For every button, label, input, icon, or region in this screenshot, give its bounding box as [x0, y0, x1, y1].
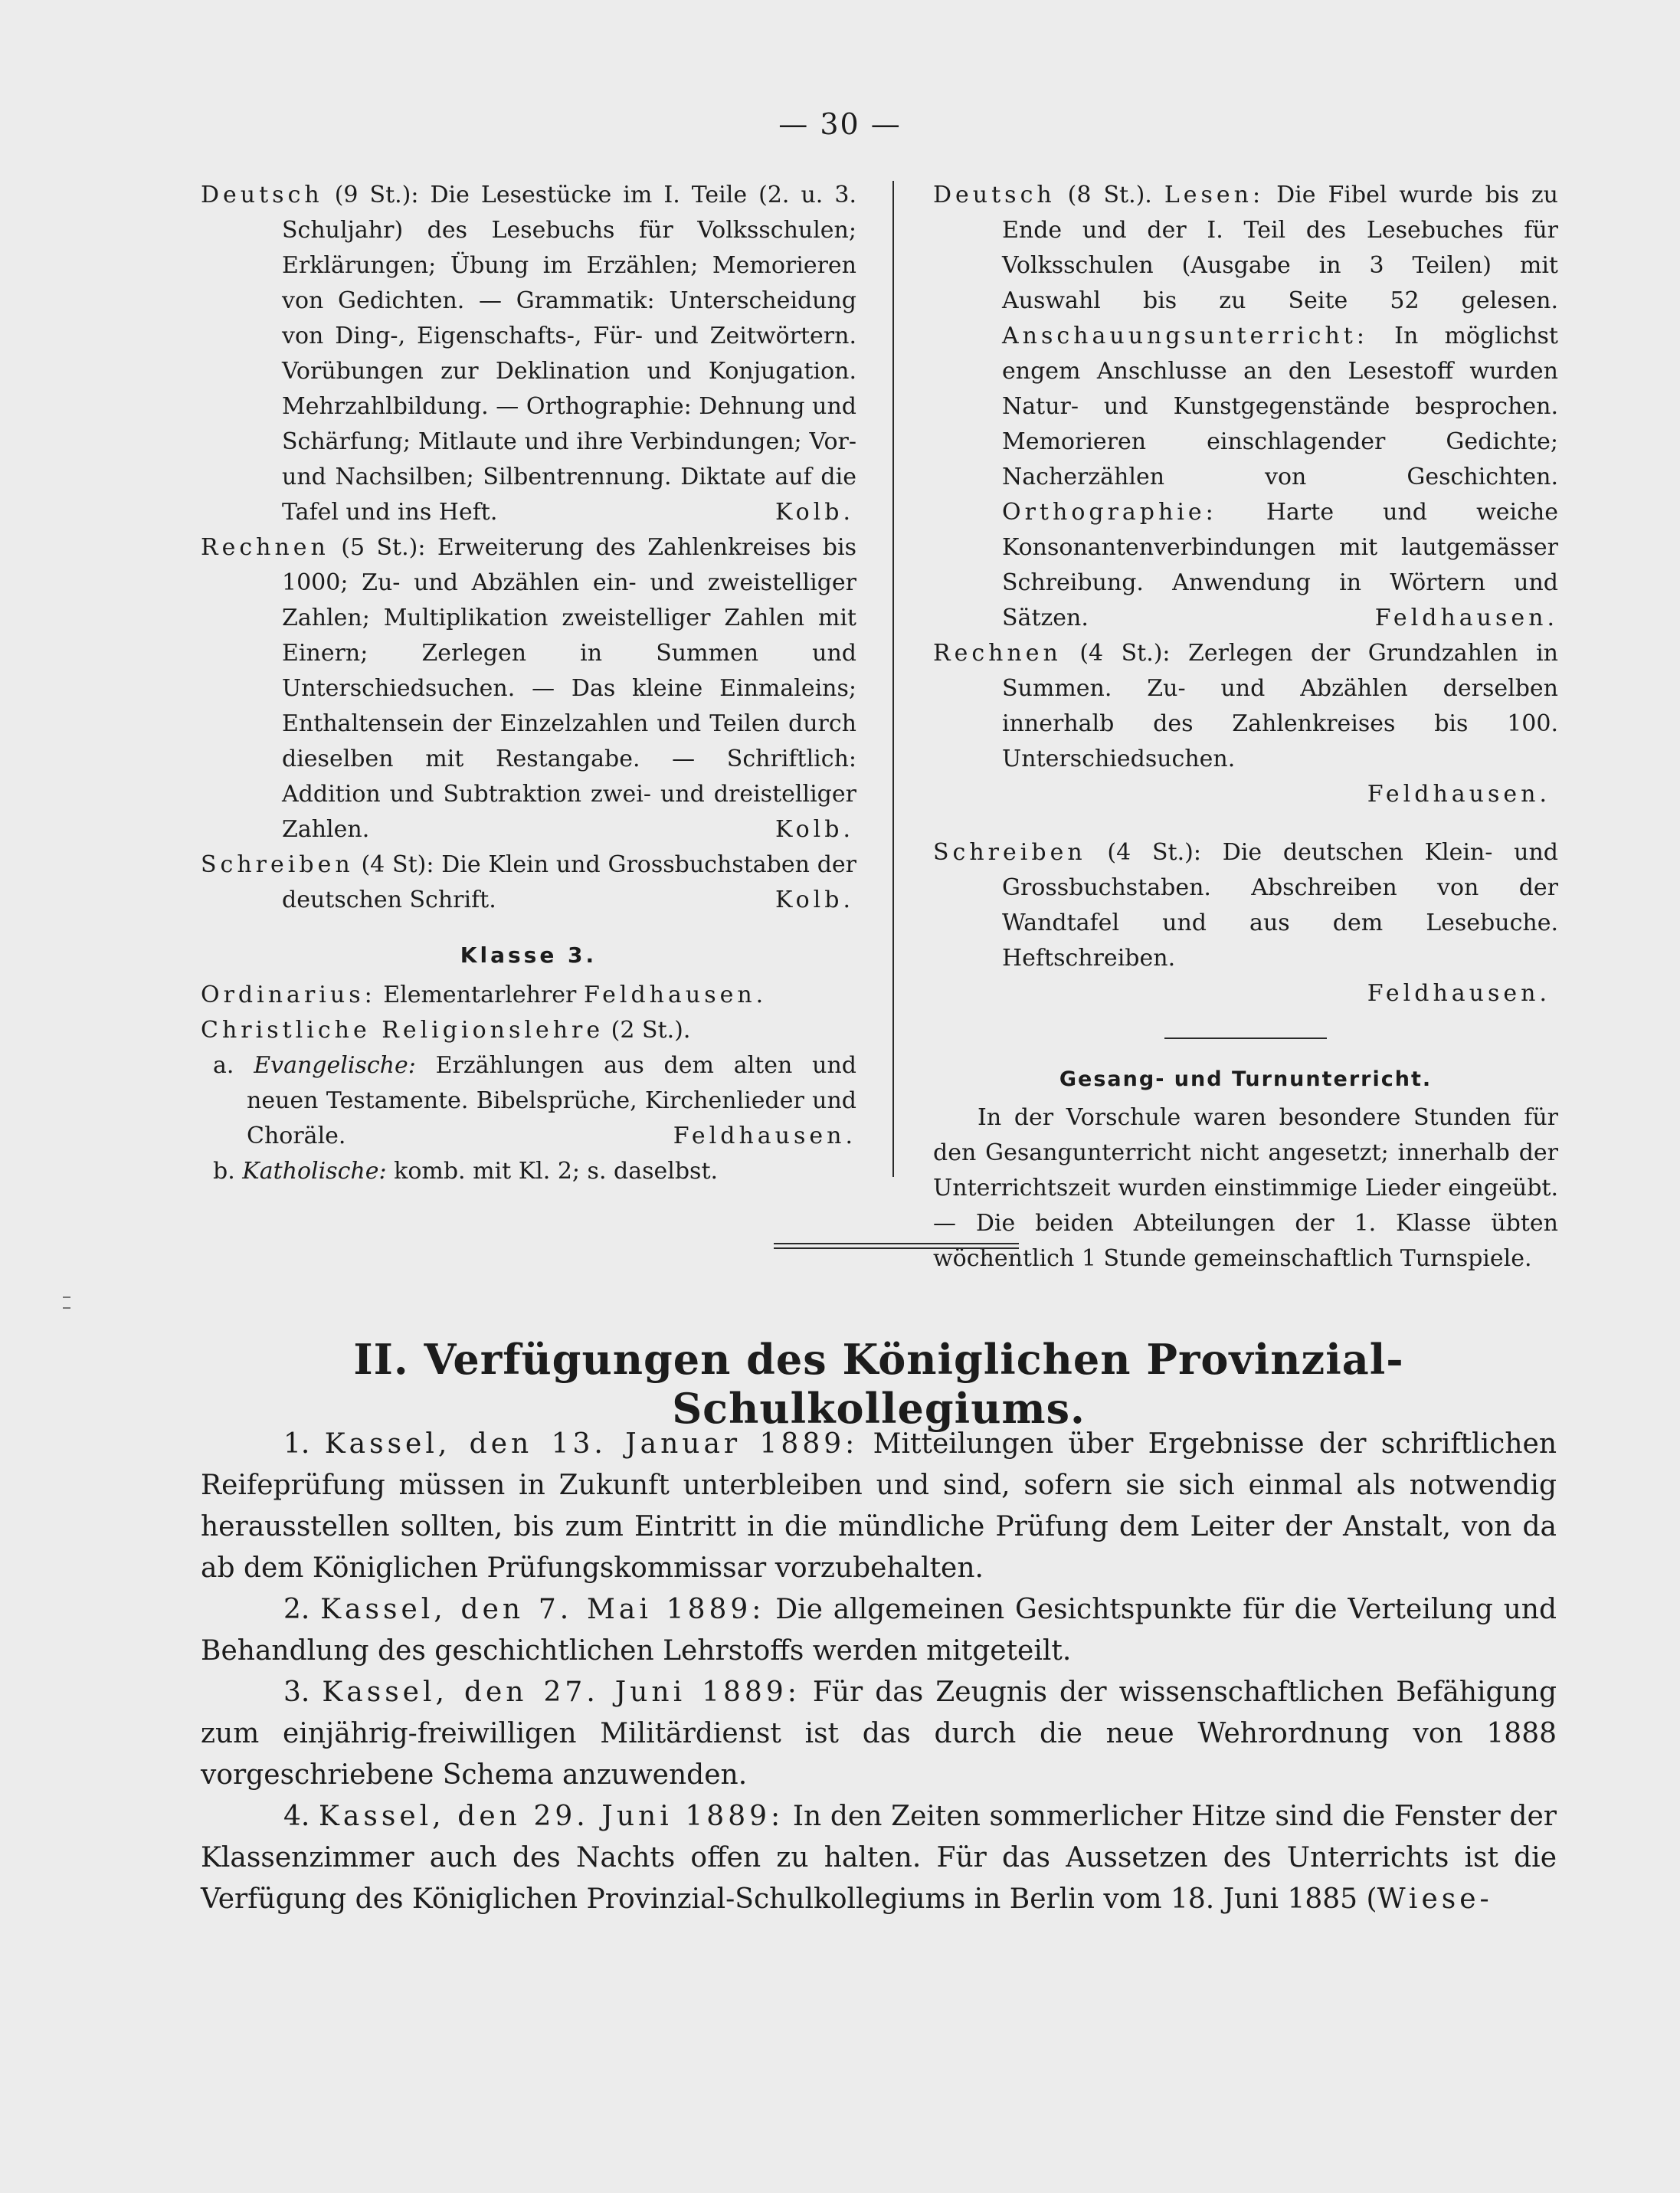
right-rechnen-entry: [933, 636, 1558, 777]
right-rechnen-signature-line: [933, 777, 1558, 812]
religion-sub-a: [201, 1048, 856, 1154]
right-schreiben-signature: Feldhausen.: [1367, 980, 1551, 1007]
klasse-3-heading: Klasse 3.: [460, 942, 598, 968]
ordinarius-lead: Ordinarius:: [201, 982, 376, 1008]
section-body: [201, 1424, 1557, 1920]
sub-b-label: Katholische:: [242, 1158, 387, 1185]
right-deutsch-lead: Deutsch: [933, 182, 1056, 208]
right-deutsch-text3: In möglichst engem Anschlusse an den Lesestoff wurden Natur- und Kunstgegenstände besprochen. Memorieren einschlagender Gedichte; Nacherzählen von Geschichten.: [1002, 323, 1558, 490]
left-rechnen-lead: Rechnen: [201, 534, 329, 561]
gesang-paragraph: In der Vorschule waren besondere Stunden für den Gesangunterricht nicht angesetzt; innerhalb der Unterrichtszeit wurden einstimmige Lieder eingeübt. — Die beiden Abteilungen der 1. Klasse übten wöchentlich 1 Stunde gemeinschaftlich Turnspiele.: [933, 1104, 1558, 1272]
column-divider: [892, 181, 894, 1177]
verfuegung-2-place: Kassel, den 7. Mai 1889:: [320, 1594, 765, 1625]
right-column: [933, 178, 1558, 1277]
religion-sub-b: [201, 1154, 856, 1189]
right-deutsch-signature: Feldhausen.: [1374, 605, 1558, 631]
verfuegung-1: [201, 1424, 1557, 1589]
verfuegung-2: [201, 1589, 1557, 1672]
verfuegung-1-place: Kassel, den 13. Januar 1889:: [324, 1428, 859, 1460]
sub-a-signature: Feldhausen.: [673, 1123, 856, 1149]
verfuegung-3-text: Für das Zeugnis der wissenschaftlichen Befähigung zum einjährig-freiwilligen Militärdienst ist das durch die neue Wehrordnung von 1888 vorgeschriebene Schema anzuwenden.: [201, 1677, 1557, 1791]
right-deutsch-lesen: Lesen:: [1164, 182, 1265, 208]
verfuegung-4-num: 4.: [283, 1801, 319, 1832]
religion-text: (2 St.).: [604, 1017, 691, 1044]
ordinarius-text: Elementarlehrer: [375, 982, 584, 1008]
left-schreiben-entry: Schreiben (4 St): Die Klein und Grossbuchstaben der deutschen Schrift. Kolb.: [201, 851, 856, 913]
verfuegung-4-text: In den Zeiten sommerlicher Hitze sind die Fenster der Klassenzimmer auch des Nachts offen zu halten. Für das Aussetzen des Unterrichts ist die Verfügung des Königlichen Provinzial-Schulkollegiums in Berlin vom 18. Juni 1885 (: [201, 1801, 1557, 1915]
verfuegung-3-num: 3.: [283, 1677, 323, 1708]
verfuegung-1-num: 1.: [283, 1428, 325, 1460]
right-deutsch-text1: (8 St.).: [1055, 182, 1164, 208]
verfuegung-2-text: Die allgemeinen Gesichtspunkte für die Verteilung und Behandlung des geschichtlichen Lehrstoffs werden mitgeteilt.: [201, 1594, 1557, 1667]
left-deutsch-lead: Deutsch: [201, 182, 323, 208]
right-schreiben-text: (4 St.): Die deutschen Klein- und Grossbuchstaben. Abschreiben von der Wandtafel und aus dem Lesebuche. Heftschreiben.: [1002, 839, 1558, 972]
page-number: — 30 —: [778, 107, 902, 141]
section-heading: II. Verfügungen des Königlichen Provinzial-Schulkollegiums.: [353, 1335, 1404, 1433]
ordinarius-name: Feldhausen.: [583, 982, 768, 1008]
left-rechnen-entry: Rechnen (5 St.): Erweiterung des Zahlenkreises bis 1000; Zu- und Abzählen ein- und zweistelliger Zahlen; Multiplikation zweistelliger Zahlen mit Einern; Zerlegen in Summen und Unterschiedsuchen. — Das kleine Einmaleins; Enthaltensein der Einzelzahlen und Teilen durch dieselben mit Restangabe. — Schriftlich: Addition und Subtraktion zwei- und dreistelliger Zahlen. Kolb.: [201, 534, 856, 843]
left-rechnen-text: (5 St.): Erweiterung des Zahlenkreises bis 1000; Zu- und Abzählen ein- und zweistelliger Zahlen; Multiplikation zweistelliger Zahlen mit Einern; Zerlegen in Summen und Unterschiedsuchen. — Das kleine Einmaleins; Enthaltensein der Einzelzahlen und Teilen durch dieselben mit Restangabe. — Schriftlich: Addition und Subtraktion zwei- und dreistelliger Zahlen.: [282, 534, 856, 843]
left-deutsch-text: (9 St.): Die Lesestücke im I. Teile (2. u. 3. Schuljahr) des Lesebuchs für Volksschulen; Erklärungen; Übung im Erzählen; Memorieren von Gedichten. — Grammatik: Unterscheidung von Ding-, Eigenschafts-, Für- und Zeitwörtern. Vorübungen zur Deklination und Konjugation. Mehrzahlbildung. — Orthographie: Dehnung und Schärfung; Mitlaute und ihre Verbindungen; Vor- und Nachsilben; Silbentrennung. Diktate auf die Tafel und ins Heft.: [282, 182, 856, 526]
left-schreiben-text: (4 St): Die Klein und Grossbuchstaben der deutschen Schrift.: [282, 851, 856, 913]
verfuegung-2-num: 2.: [283, 1594, 321, 1625]
right-deutsch-text4: Harte und weiche Konsonantenverbindungen mit lautgemässer Schreibung. Anwendung in Wörtern und Sätzen.: [1002, 499, 1558, 631]
right-schreiben-entry: [933, 835, 1558, 976]
right-deutsch-text2: Die Fibel wurde bis zu Ende und der I. Teil des Lesebuches für Volksschulen (Ausgabe in 3 Teilen) mit Auswahl bis zu Seite 52 gelesen.: [1002, 182, 1558, 314]
left-column: [201, 178, 856, 1189]
verfuegung-4-place: Kassel, den 29. Juni 1889:: [319, 1801, 784, 1832]
left-deutsch-entry: Deutsch (9 St.): Die Lesestücke im I. Teile (2. u. 3. Schuljahr) des Lesebuchs für Volksschulen; Erklärungen; Übung im Erzählen; Memorieren von Gedichten. — Grammatik: Unterscheidung von Ding-, Eigenschafts-, Für- und Zeitwörtern. Vorübungen zur Deklination und Konjugation. Mehrzahlbildung. — Orthographie: Dehnung und Schärfung; Mitlaute und ihre Verbindungen; Vor- und Nachsilben; Silbentrennung. Diktate auf die Tafel und ins Heft. Kolb.: [201, 182, 856, 526]
sub-b-marker: b.: [213, 1158, 235, 1185]
right-rechnen-lead: Rechnen: [933, 640, 1062, 667]
sub-a-text: Erzählungen aus dem alten und neuen Testamente. Bibelsprüche, Kirchenlieder und Choräle.: [247, 1052, 856, 1149]
sub-a-label: Evangelische:: [254, 1052, 416, 1079]
spacer: [933, 812, 1558, 835]
section-double-rule: [774, 1243, 1019, 1249]
verfuegung-3: [201, 1672, 1557, 1796]
right-deutsch-entry: [933, 178, 1558, 636]
verfuegung-3-place: Kassel, den 27. Juni 1889:: [322, 1677, 801, 1708]
left-schreiben-lead: Schreiben: [201, 851, 354, 878]
verfuegung-1-text: Mitteilungen über Ergebnisse der schriftlichen Reifeprüfung müssen in Zukunft unterbleiben und sind, sofern sie sich einmal als notwendig herausstellen sollten, bis zum Eintritt in die mündliche Prüfung dem Leiter der Anstalt, von da ab dem Königlichen Prüfungskommissar vorzubehalten.: [201, 1428, 1557, 1584]
right-deutsch-ortho: Orthographie:: [1002, 499, 1217, 526]
right-schreiben-lead: Schreiben: [933, 839, 1086, 866]
right-rechnen-signature: Feldhausen.: [1367, 781, 1551, 808]
ordinarius-line: [201, 978, 856, 1013]
religion-lead: Christliche Religionslehre: [201, 1017, 604, 1044]
margin-mark: [63, 1307, 70, 1309]
religion-line: [201, 1013, 856, 1048]
right-schreiben-signature-line: [933, 976, 1558, 1011]
sub-a-marker: a.: [213, 1052, 234, 1079]
right-rechnen-text: (4 St.): Zerlegen der Grundzahlen in Summen. Zu- und Abzählen derselben innerhalb des Zahlenkreises bis 100. Unterschiedsuchen.: [1002, 640, 1558, 772]
margin-mark: [63, 1296, 70, 1298]
gesang-heading: Gesang- und Turnunterricht.: [1059, 1067, 1433, 1091]
verfuegung-4-tail: Wiese-: [1377, 1883, 1493, 1915]
sub-b-text: komb. mit Kl. 2; s. daselbst.: [386, 1158, 719, 1185]
short-separator-rule: [1164, 1037, 1327, 1039]
verfuegung-4: [201, 1796, 1557, 1920]
right-deutsch-anschauung: Anschauungsunterricht:: [1002, 323, 1368, 349]
